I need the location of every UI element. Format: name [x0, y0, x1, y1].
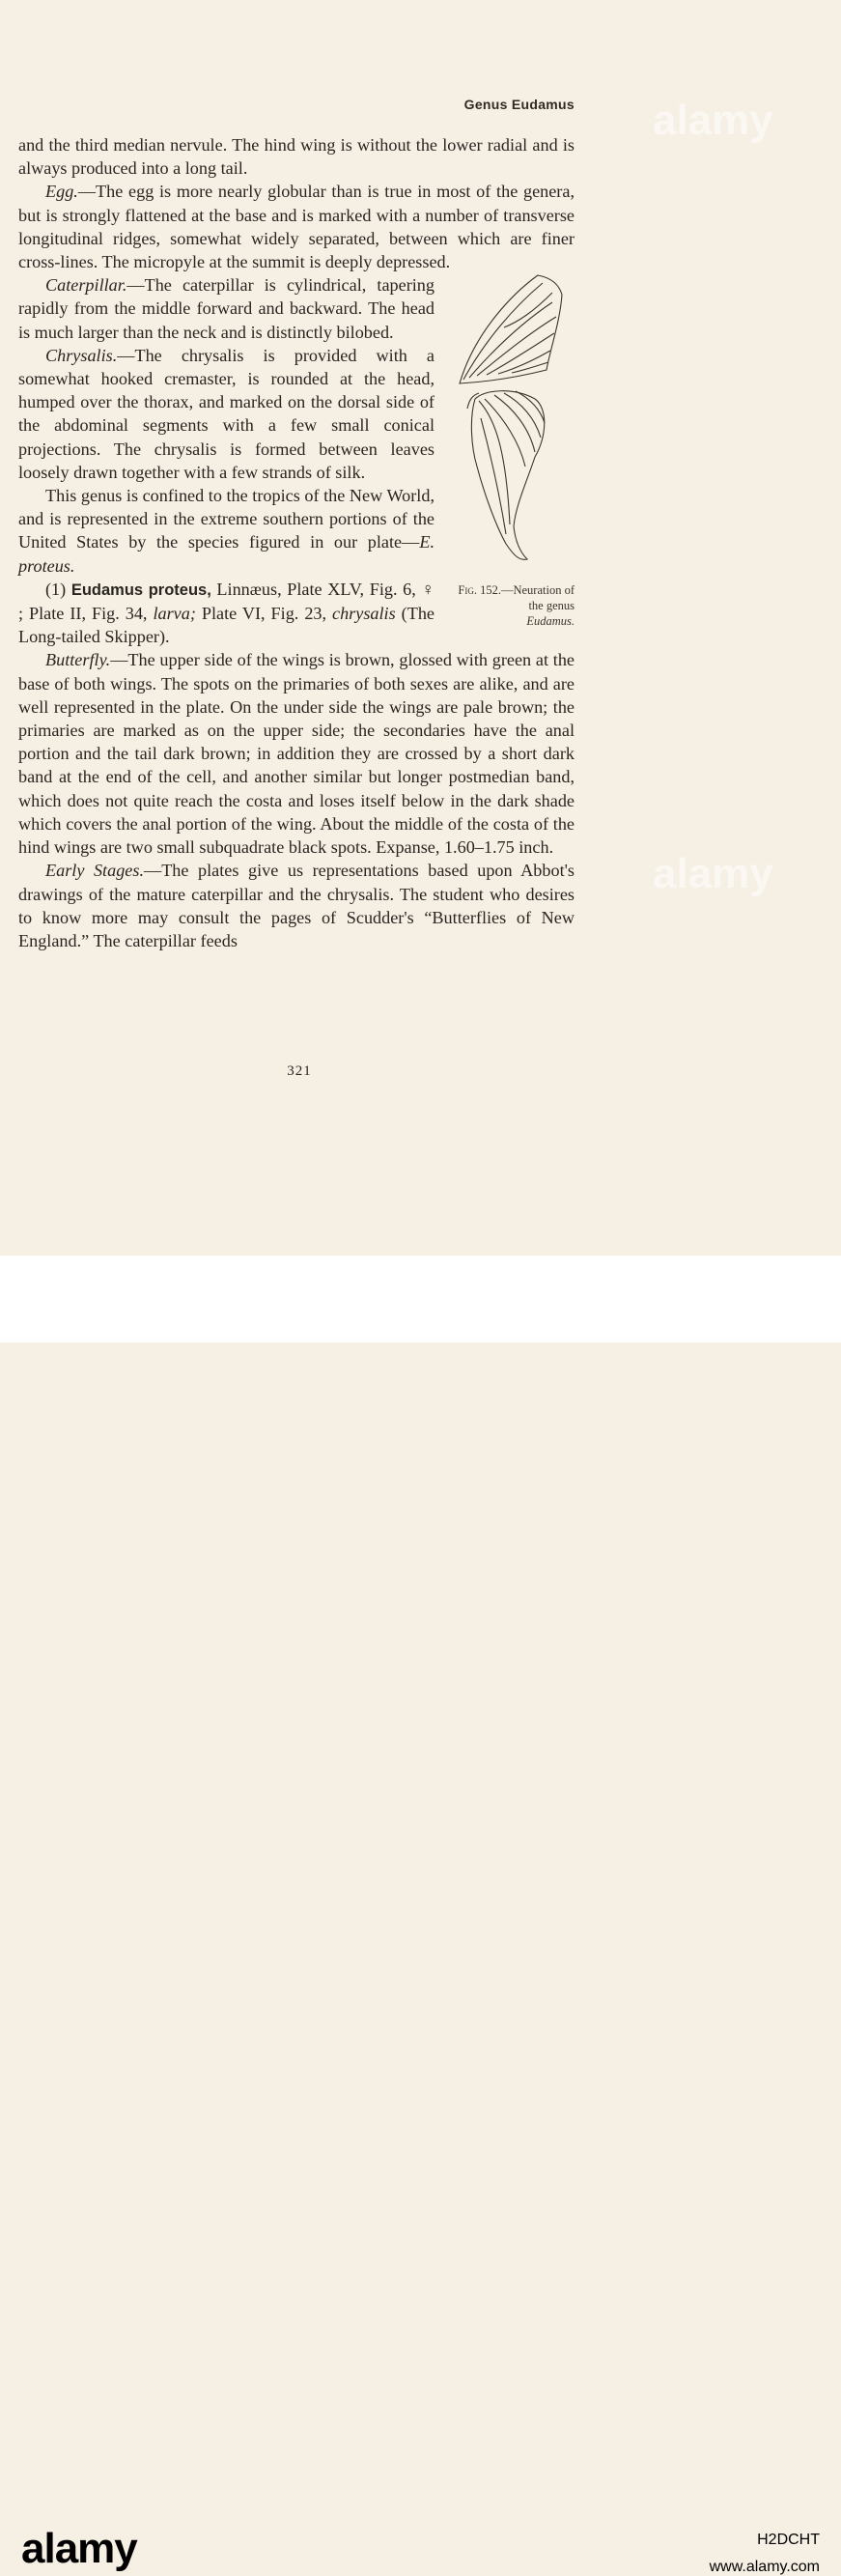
watermark-overlay: alamy [653, 97, 773, 144]
paragraph-intro: and the third median nervule. The hind wing is without the lower radial and is always produced into a long tail. [18, 135, 575, 179]
heading-caterpillar: Caterpillar. [45, 275, 127, 296]
paragraph-egg: Egg.—The egg is more nearly globular than is true in most of the genera, but is strongly flattened at the base and is marked with a number of transverse longitudinal ridges, somewhat widely separated, between which are finer cross-lines. The micropyle at the summit is deeply depressed. [18, 182, 575, 272]
watermark-overlay: alamy [653, 850, 773, 897]
running-header: Genus Eudamus [463, 97, 575, 112]
figure-152 [446, 273, 575, 629]
paragraph-early-stages: Early Stages.—The plates give us representations based upon Abbot's drawings of the mature caterpillar and the chrysalis. The student who desires to know more may consult the pages of Scudder's “Butterflies of New England.” The caterpillar feeds [18, 861, 575, 950]
wing-neuration-diagram [446, 273, 575, 582]
paragraph-caterpillar: Caterpillar.—The caterpillar is cylindrical, tapering rapidly from the middle forward and backward. The head is much larger than the neck and is distinctly bilobed. [18, 275, 435, 342]
heading-early-stages: Early Stages. [45, 861, 144, 881]
page-number: 321 [287, 1063, 312, 1079]
heading-egg: Egg. [45, 182, 78, 202]
paragraph-chrysalis: Chrysalis.—The chrysalis is provided with a somewhat hooked cremaster, is rounded at the head, humped over the thorax, and marked on the dorsal side of the abdominal segments with a few small conical projections. The chrysalis is formed between leaves loosely drawn together with a few strands of silk. [18, 345, 435, 482]
stock-photo-footer [0, 1256, 841, 2575]
paragraph-species-entry: (1) Eudamus proteus, Linnæus, Plate XLV, Fig. 6, ♀ ; Plate II, Fig. 34, larva; Plate VI, Fig. 23, chrysalis (The Long-tailed Skipper). [18, 579, 435, 647]
book-page [0, 0, 841, 1256]
body-text [18, 133, 575, 952]
figure-caption: Fig. 152.—Neuration of the genus Eudamus. [458, 583, 575, 629]
heading-chrysalis: Chrysalis. [45, 345, 118, 365]
image-id: H2DCHT [757, 2532, 820, 2548]
species-name: Eudamus proteus, [70, 580, 211, 599]
paragraph-butterfly: Butterfly.—The upper side of the wings is brown, glossed with green at the base of both wings. The spots on the primaries of both sexes are alike, and are well represented in the plate. On the under side the wings are pale brown; the primaries are marked as on the upper side; the secondaries have the anal portion and the tail dark brown; in addition they are crossed by a short dark band at the end of the cell, and another similar but longer postmedian band, which does not quite reach the costa and loses itself below in the dark shade which covers the anal portion of the wing. About the middle of the costa of the hind wings are two small subquadrate black spots. Expanse, 1.60–1.75 inch. [18, 650, 575, 858]
heading-butterfly: Butterfly. [45, 650, 111, 670]
paragraph-range: This genus is confined to the tropics of the New World, and is represented in the extreme southern portions of the United States by the species figured in our plate—E. proteus. [18, 486, 435, 576]
alamy-logo: alamy [21, 2525, 137, 2572]
site-url: www.alamy.com [709, 2559, 820, 2575]
